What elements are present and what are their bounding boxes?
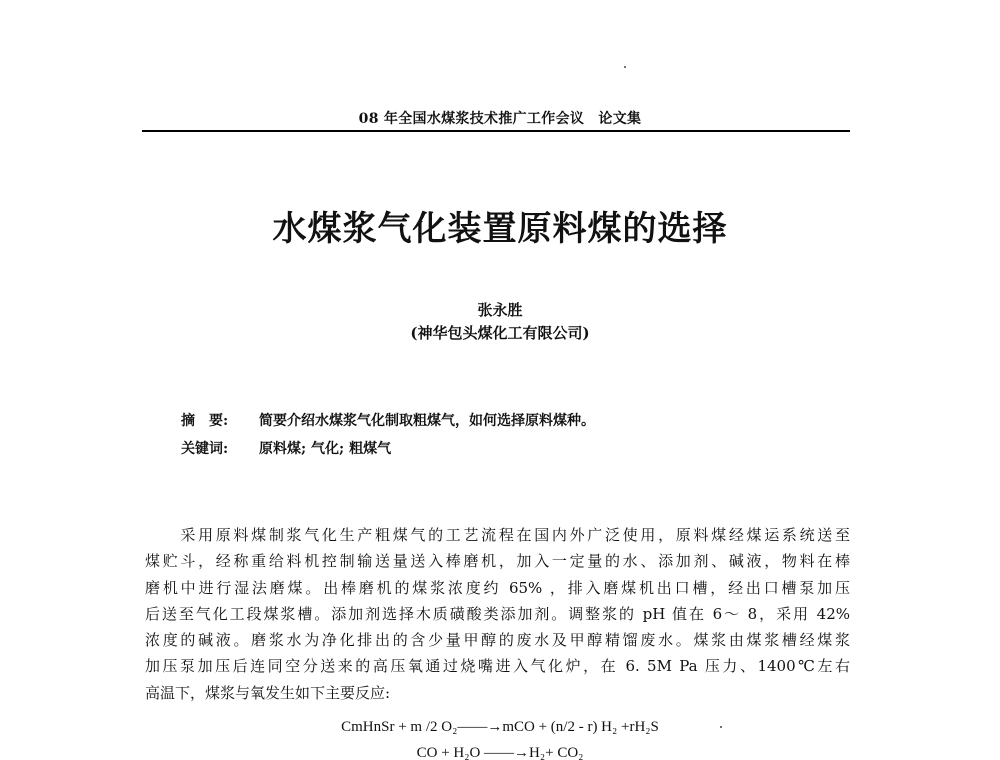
keywords	[181, 438, 391, 458]
scan-speck	[720, 726, 722, 728]
paper-title: 水煤浆气化装置原料煤的选择	[272, 209, 728, 249]
header-rule	[142, 130, 850, 132]
scan-speck	[624, 66, 626, 68]
body-line: 采用原料煤制浆气化生产粗煤气的工艺流程在国内外广泛使用，原料煤经煤运系统送至	[145, 526, 850, 544]
body-line: 后送至气化工段煤浆槽。添加剂选择木质磺酸类添加剂。调整浆的 pH 值在 6～ 8，采用 42%	[145, 604, 850, 623]
body-line: 加压泵加压后连同空分送来的高压氧通过烧嘴进入气化炉，在 6. 5M Pa 压力、1400℃左右	[145, 657, 850, 676]
keywords-text: 原料煤; 气化; 粗煤气	[259, 441, 392, 457]
abstract	[181, 410, 595, 430]
keywords-label: 关键词:	[181, 441, 229, 457]
body-paragraph	[145, 522, 850, 706]
equation-2: CO + H₂O ——→H₂+ CO₂	[416, 745, 584, 760]
author-affiliation: (神华包头煤化工有限公司)	[410, 324, 590, 342]
body-line: 浓度的碱液。磨浆水为净化排出的含少量甲醇的废水及甲醇精馏废水。煤浆由煤浆槽经煤浆	[145, 631, 850, 650]
body-line: 磨机中进行湿法磨煤。出棒磨机的煤浆浓度约 65% ，排入磨煤机出口槽，经出口槽泵加压	[145, 578, 850, 597]
running-header: 08 年全国水煤浆技术推广工作会议 论文集	[358, 111, 642, 127]
body-line: 高温下，煤浆与氧发生如下主要反应:	[145, 683, 391, 702]
abstract-text: 简要介绍水煤浆气化制取粗煤气，如何选择原料煤种。	[259, 413, 595, 429]
body-line: 煤贮斗，经称重给料机控制输送量送入棒磨机，加入一定量的水、添加剂、碱液，物料在棒	[145, 552, 850, 571]
equation-1: CmHnSr + m /2 O₂——→mCO + (n/2 - r) H₂ +rH₂S	[341, 719, 659, 735]
author-name: 张永胜	[477, 301, 523, 319]
abstract-label: 摘 要:	[181, 413, 229, 429]
